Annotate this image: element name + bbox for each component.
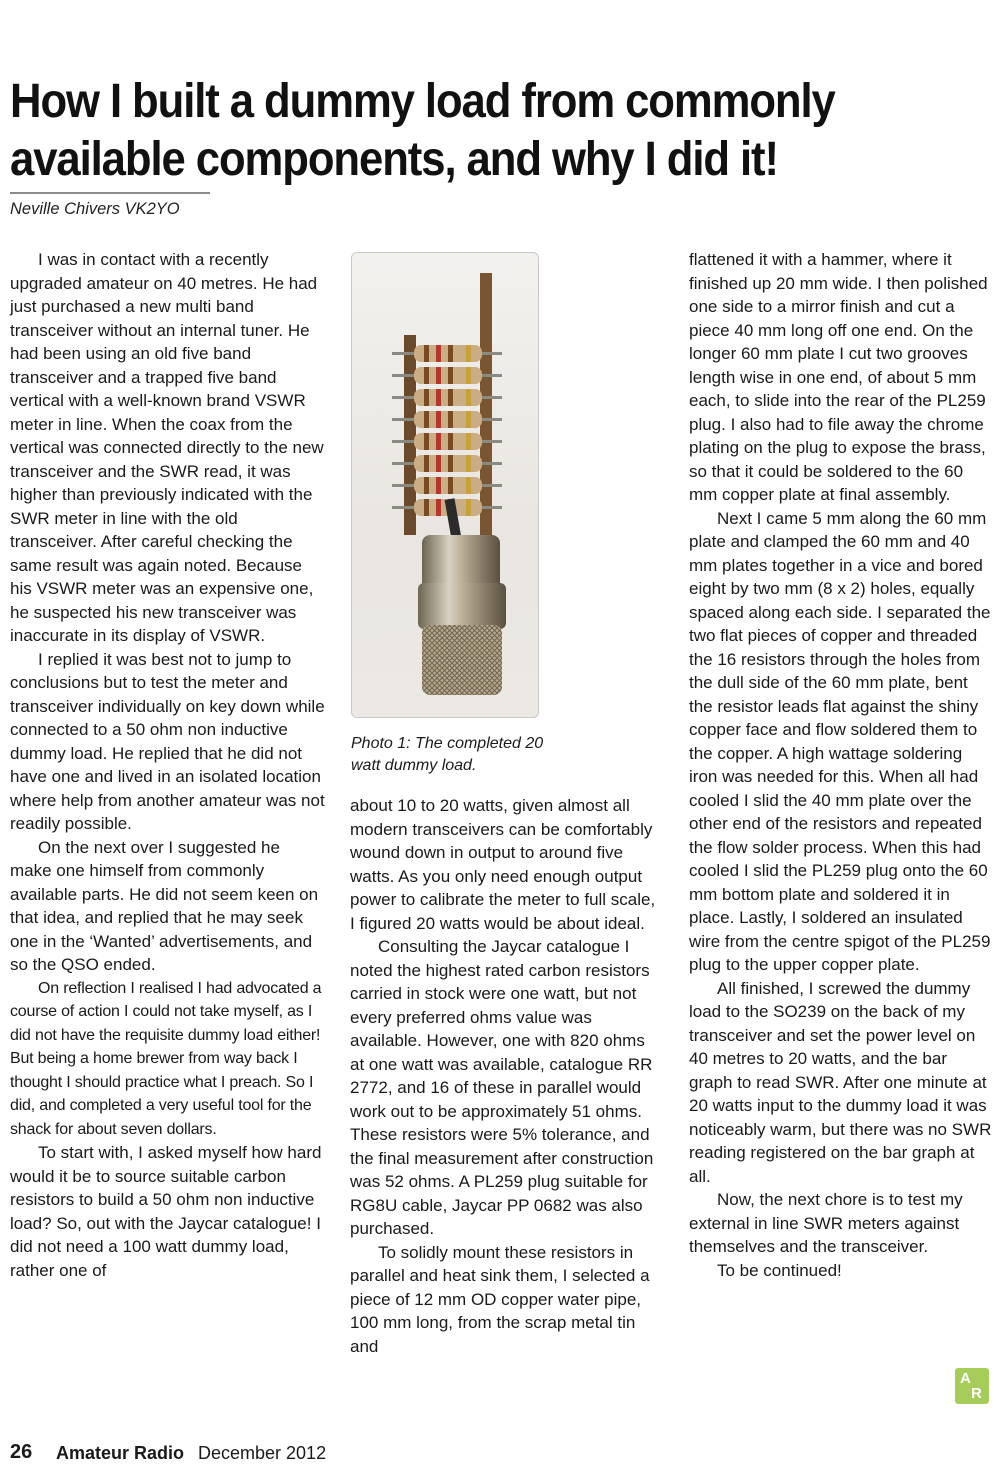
paragraph: about 10 to 20 watts, given almost all modern transceivers can be comfortably wound down in output to around five watts. As you only need enough output power to calibrate the meter to full scale, I figured 20 watts would be about ideal. <box>350 796 656 933</box>
paragraph: I was in contact with a recently upgraded amateur on 40 metres. He had just purchased a new multi band transceiver without an internal tuner. He had been using an old five band transceiver and a trapped five band vertical with a well-known brand VSWR meter in line. When the coax from the vertical was connected directly to the new transceiver and the SWR read, it was higher than previously indicated with the SWR meter in line with the old transceiver. After careful checking the same result was again noted. Because his VSWR meter was an expensive one, he suspected his new transceiver was inaccurate in its display of VSWR. <box>10 250 324 645</box>
resistor-band <box>466 477 471 494</box>
title-divider <box>10 192 210 194</box>
resistor-band <box>424 433 429 450</box>
resistor-band <box>424 345 429 362</box>
paragraph: All finished, I screwed the dummy load to the SO239 on the back of my transceiver and set the power level on 40 metres to 20 watts, and the bar graph to read SWR. After one minute at 20 watts input to the dummy load it was noticeably warm, but there was no SWR reading registered on the bar graph at all. <box>689 978 992 1186</box>
resistor-band <box>448 345 453 362</box>
paragraph: To be continued! <box>717 1260 842 1280</box>
resistor-band <box>424 367 429 384</box>
resistor-band <box>448 411 453 428</box>
resistor-band <box>424 477 429 494</box>
resistor-band <box>448 477 453 494</box>
text-column-left <box>10 248 325 1282</box>
paragraph: Now, the next chore is to test my external in line SWR meters against themselves and the transceiver. <box>689 1190 963 1256</box>
dummy-load-illustration <box>352 253 538 717</box>
resistor-band <box>424 389 429 406</box>
paragraph: Consulting the Jaycar catalogue I noted the highest rated carbon resistors carried in stock were one watt, but not every preferred ohms value was available. However, one with 820 ohms at one watt was available, catalogue RR 2772, and 16 of these in parallel would work out to be approximately 51 ohms. These resistors were 5% tolerance, and the final measurement after construction was 52 ohms. A PL259 plug suitable for RG8U cable, Jaycar PP 0682 was also purchased. <box>350 937 654 1238</box>
amateur-radio-logo <box>955 1368 989 1404</box>
photo-caption: Photo 1: The completed 20 watt dummy load. <box>351 735 544 774</box>
resistor-band <box>466 455 471 472</box>
copper-plate <box>480 273 492 535</box>
resistor-band <box>448 367 453 384</box>
text-column-right <box>689 248 994 1282</box>
paragraph: To start with, I asked myself how hard would it be to source suitable carbon resistors to build a 50 ohm non inductive load? So, out with the Jaycar catalogue! I did not need a 100 watt dummy load, rather one of <box>10 1143 322 1280</box>
resistor-band <box>466 433 471 450</box>
resistor-band <box>466 367 471 384</box>
resistor-band <box>424 455 429 472</box>
magazine-name: Amateur Radio <box>56 1443 185 1463</box>
page-number: 26 <box>10 1441 33 1463</box>
resistor-band <box>466 411 471 428</box>
dummy-load-photo <box>351 252 539 718</box>
text-column-middle <box>350 794 660 1358</box>
resistor-band <box>466 345 471 362</box>
paragraph: flattened it with a hammer, where it finished up 20 mm wide. I then polished one side to a mirror finish and cut a piece 40 mm long off one end. On the longer 60 mm plate I cut two grooves length wise in one end, of about 5 mm each, to slide into the rear of the PL259 plug. I also had to file away the chrome plating on the plug to expose the brass, so that it could be soldered to the 60 mm copper plate at final assembly. <box>689 250 988 504</box>
paragraph: To solidly mount these resistors in parallel and heat sink them, I selected a piece of 12 mm OD copper water pipe, 100 mm long, from the scrap metal tin and <box>350 1242 650 1356</box>
author-byline: Neville Chivers VK2YO <box>10 200 180 218</box>
resistor-band <box>436 477 441 494</box>
resistor-band <box>436 367 441 384</box>
resistor-band <box>436 499 441 516</box>
logo-letter: R <box>971 1385 982 1402</box>
resistor-band <box>436 455 441 472</box>
resistor-band <box>424 411 429 428</box>
resistor-band <box>448 433 453 450</box>
resistor-band <box>424 499 429 516</box>
resistor-band <box>448 389 453 406</box>
resistor-band <box>436 389 441 406</box>
knurled-coupling <box>422 625 502 695</box>
resistor-band <box>436 411 441 428</box>
resistor-band <box>466 389 471 406</box>
logo-letter: A <box>960 1370 971 1387</box>
resistor-band <box>466 499 471 516</box>
resistor-band <box>436 433 441 450</box>
paragraph: Next I came 5 mm along the 60 mm plate and clamped the 60 mm and 40 mm plates together in a vice and bored eight by two mm (8 x 2) holes, equally spaced along each side. I separated the two flat pieces of copper and threaded the 16 resistors through the holes from the dull side of the 60 mm plate, bent the resistor leads flat against the shiny copper face and flow soldered them to the copper. A high wattage soldering iron was needed for this. When all had cooled I slid the 40 mm plate over the other end of the resistors and repeated the flow solder process. When this had cooled I slid the PL259 plug onto the 60 mm bottom plate and soldered it in place. Lastly, I soldered an insulated wire from the centre spigot of the PL259 plug to the upper copper plate. <box>689 508 991 974</box>
resistor-band <box>436 345 441 362</box>
resistor-band <box>448 455 453 472</box>
paragraph: I replied it was best not to jump to conclusions but to test the meter and transceiver individually on key down while connected to a 50 ohm non inductive dummy load. He replied that he did not have one and lived in an isolated location where help from another amateur was not readily possible. <box>10 649 325 833</box>
issue-date: December 2012 <box>198 1443 327 1463</box>
article-title: How I built a dummy load from commonly available components, and why I did it! <box>10 74 835 186</box>
paragraph: On reflection I realised I had advocated a course of action I could not take myself, as I did not have the requisite dummy load either! But being a home brewer from way back I thought I should practice what I preach. So I did, and completed a very useful tool for the shack for about seven dollars. <box>10 979 322 1138</box>
paragraph: On the next over I suggested he make one himself from commonly available parts. He did not seem keen on that idea, and replied that he may seek one in the ‘Wanted’ advertisements, and so the QSO ended. <box>10 837 319 974</box>
